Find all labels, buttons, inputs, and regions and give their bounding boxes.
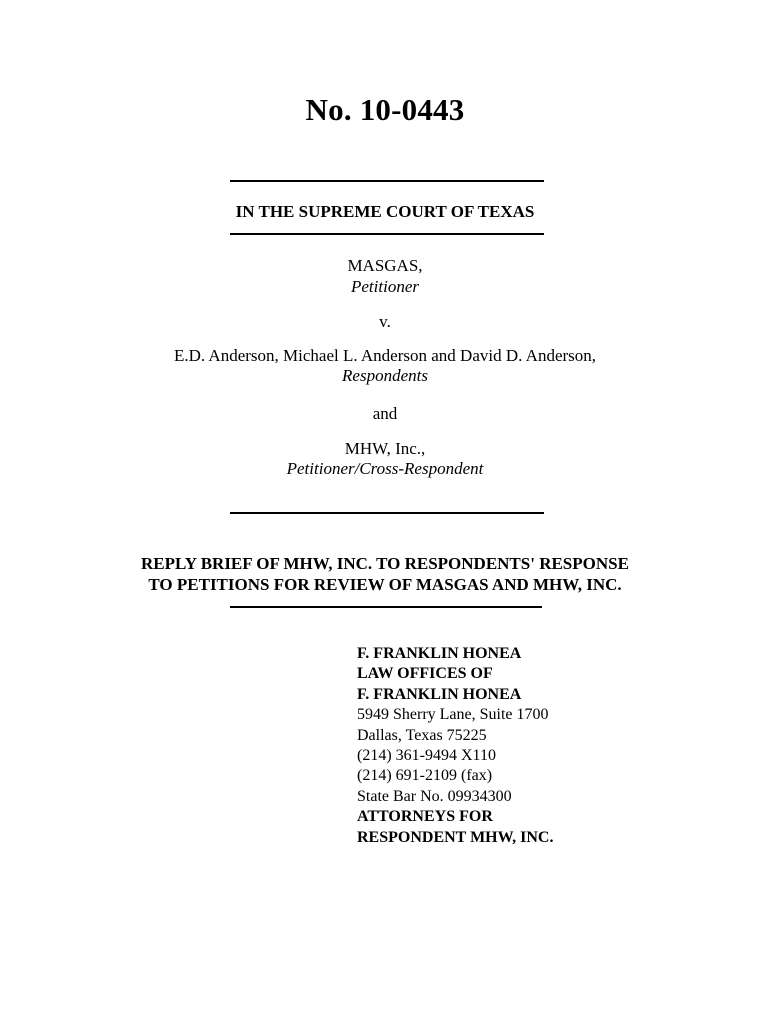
- city-state-zip: Dallas, Texas 75225: [357, 726, 487, 744]
- counsel-block: [357, 644, 553, 848]
- petitioner-name: MASGAS,: [347, 256, 423, 275]
- attorneys-for-line-2: RESPONDENT MHW, INC.: [357, 828, 554, 846]
- cross-party-name: MHW, Inc.,: [344, 439, 426, 458]
- phone-number: (214) 361-9494 X110: [357, 747, 496, 765]
- conjunction: and: [372, 404, 398, 423]
- attorneys-for-line-1: ATTORNEYS FOR: [357, 808, 493, 826]
- versus: v.: [379, 312, 391, 331]
- brief-title-line-1: REPLY BRIEF OF MHW, INC. TO RESPONDENTS' RESPONSE: [141, 554, 629, 573]
- court-name: IN THE SUPREME COURT OF TEXAS: [235, 202, 535, 221]
- respondents-role: Respondents: [342, 366, 428, 385]
- state-bar-number: State Bar No. 09934300: [357, 787, 512, 805]
- respondents-names: E.D. Anderson, Michael L. Anderson and David D. Anderson,: [173, 346, 597, 365]
- horizontal-rule: [230, 180, 544, 182]
- brief-title-line-2: TO PETITIONS FOR REVIEW OF MASGAS AND MHW, INC.: [148, 575, 622, 594]
- cross-party-role: Petitioner/Cross-Respondent: [286, 459, 484, 478]
- horizontal-rule: [230, 233, 544, 235]
- fax-number: (214) 691-2109 (fax): [357, 767, 493, 785]
- firm-name-line-2: F. FRANKLIN HONEA: [357, 685, 522, 703]
- street-address: 5949 Sherry Lane, Suite 1700: [357, 706, 549, 724]
- attorney-name: F. FRANKLIN HONEA: [357, 645, 522, 662]
- horizontal-rule: [230, 512, 544, 514]
- petitioner-role: Petitioner: [351, 277, 419, 296]
- case-number: No. 10-0443: [305, 92, 465, 127]
- horizontal-rule: [230, 606, 542, 608]
- firm-name-line-1: LAW OFFICES OF: [357, 665, 493, 683]
